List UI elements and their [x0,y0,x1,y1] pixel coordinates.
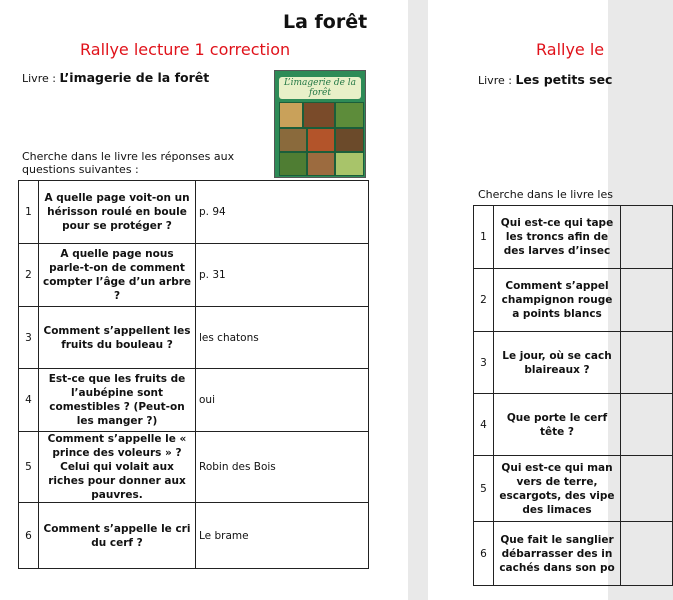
answer-cell: oui [196,369,369,432]
row-number: 6 [19,503,39,569]
question-cell: Que porte le cerf tête ? [494,394,621,456]
page-title: La forêt [283,11,368,33]
worksheet-subtitle: Rallye le [536,40,605,59]
row-number: 5 [19,432,39,503]
questions-table [473,205,673,586]
table-row [474,206,673,269]
answer-cell [621,332,673,394]
table-row [19,181,369,244]
row-number: 6 [474,522,494,586]
question-cell: Comment s’appelle le « prince des voleurs » ? Celui qui volait aux riches pour donner aux pauvres. [39,432,196,503]
question-cell: Comment s’appelle le cri du cerf ? [39,503,196,569]
row-number: 3 [474,332,494,394]
question-cell: Est-ce que les fruits de l’aubépine sont comestibles ? (Peut-on les manger ?) [39,369,196,432]
row-number: 1 [19,181,39,244]
book-line [478,72,612,87]
table-row [19,369,369,432]
question-cell: Comment s’appel champignon rouge a points blancs [494,269,621,332]
instruction-text: Cherche dans le livre les réponses aux questions suivantes : [22,150,235,176]
table-row [474,394,673,456]
table-row [474,522,673,586]
table-row [474,269,673,332]
table-row [19,503,369,569]
questions-table [18,180,369,569]
answer-cell [621,206,673,269]
table-row [19,432,369,503]
answer-cell: Le brame [196,503,369,569]
book-line [22,70,209,85]
book-title: Les petits sec [515,72,613,87]
page-gap [408,0,428,600]
row-number: 4 [19,369,39,432]
row-number: 2 [474,269,494,332]
answer-cell: p. 31 [196,244,369,307]
answer-cell: les chatons [196,307,369,369]
row-number: 5 [474,456,494,522]
instruction-text: Cherche dans le livre les [478,188,613,201]
question-cell: Qui est-ce qui tape les troncs afin de des larves d’insec [494,206,621,269]
table-row [474,456,673,522]
worksheet-subtitle: Rallye lecture 1 correction [80,40,291,59]
question-cell: Le jour, où se cach blaireaux ? [494,332,621,394]
answer-cell [621,522,673,586]
answer-cell [621,456,673,522]
answer-cell [621,269,673,332]
question-cell: A quelle page nous parle-t-on de comment compter l’âge d’un arbre ? [39,244,196,307]
answer-cell: p. 94 [196,181,369,244]
table-row [19,244,369,307]
row-number: 4 [474,394,494,456]
book-cover-image [274,70,366,178]
row-number: 3 [19,307,39,369]
question-cell: Qui est-ce qui man vers de terre, escargots, des vipe des limaces [494,456,621,522]
question-cell: Que fait le sanglier débarrasser des in cachés dans son po [494,522,621,586]
book-cover-title: L’imagerie de la forêt [279,77,361,99]
question-cell: Comment s’appellent les fruits du bouleau ? [39,307,196,369]
answer-cell [621,394,673,456]
book-title: L’imagerie de la forêt [59,70,210,85]
question-cell: A quelle page voit-on un hérisson roulé en boule pour se protéger ? [39,181,196,244]
row-number: 2 [19,244,39,307]
table-row [19,307,369,369]
worksheet-page-right [428,0,615,600]
answer-cell: Robin des Bois [196,432,369,503]
book-label: Livre : [478,74,516,87]
table-row [474,332,673,394]
book-label: Livre : [22,72,60,85]
row-number: 1 [474,206,494,269]
